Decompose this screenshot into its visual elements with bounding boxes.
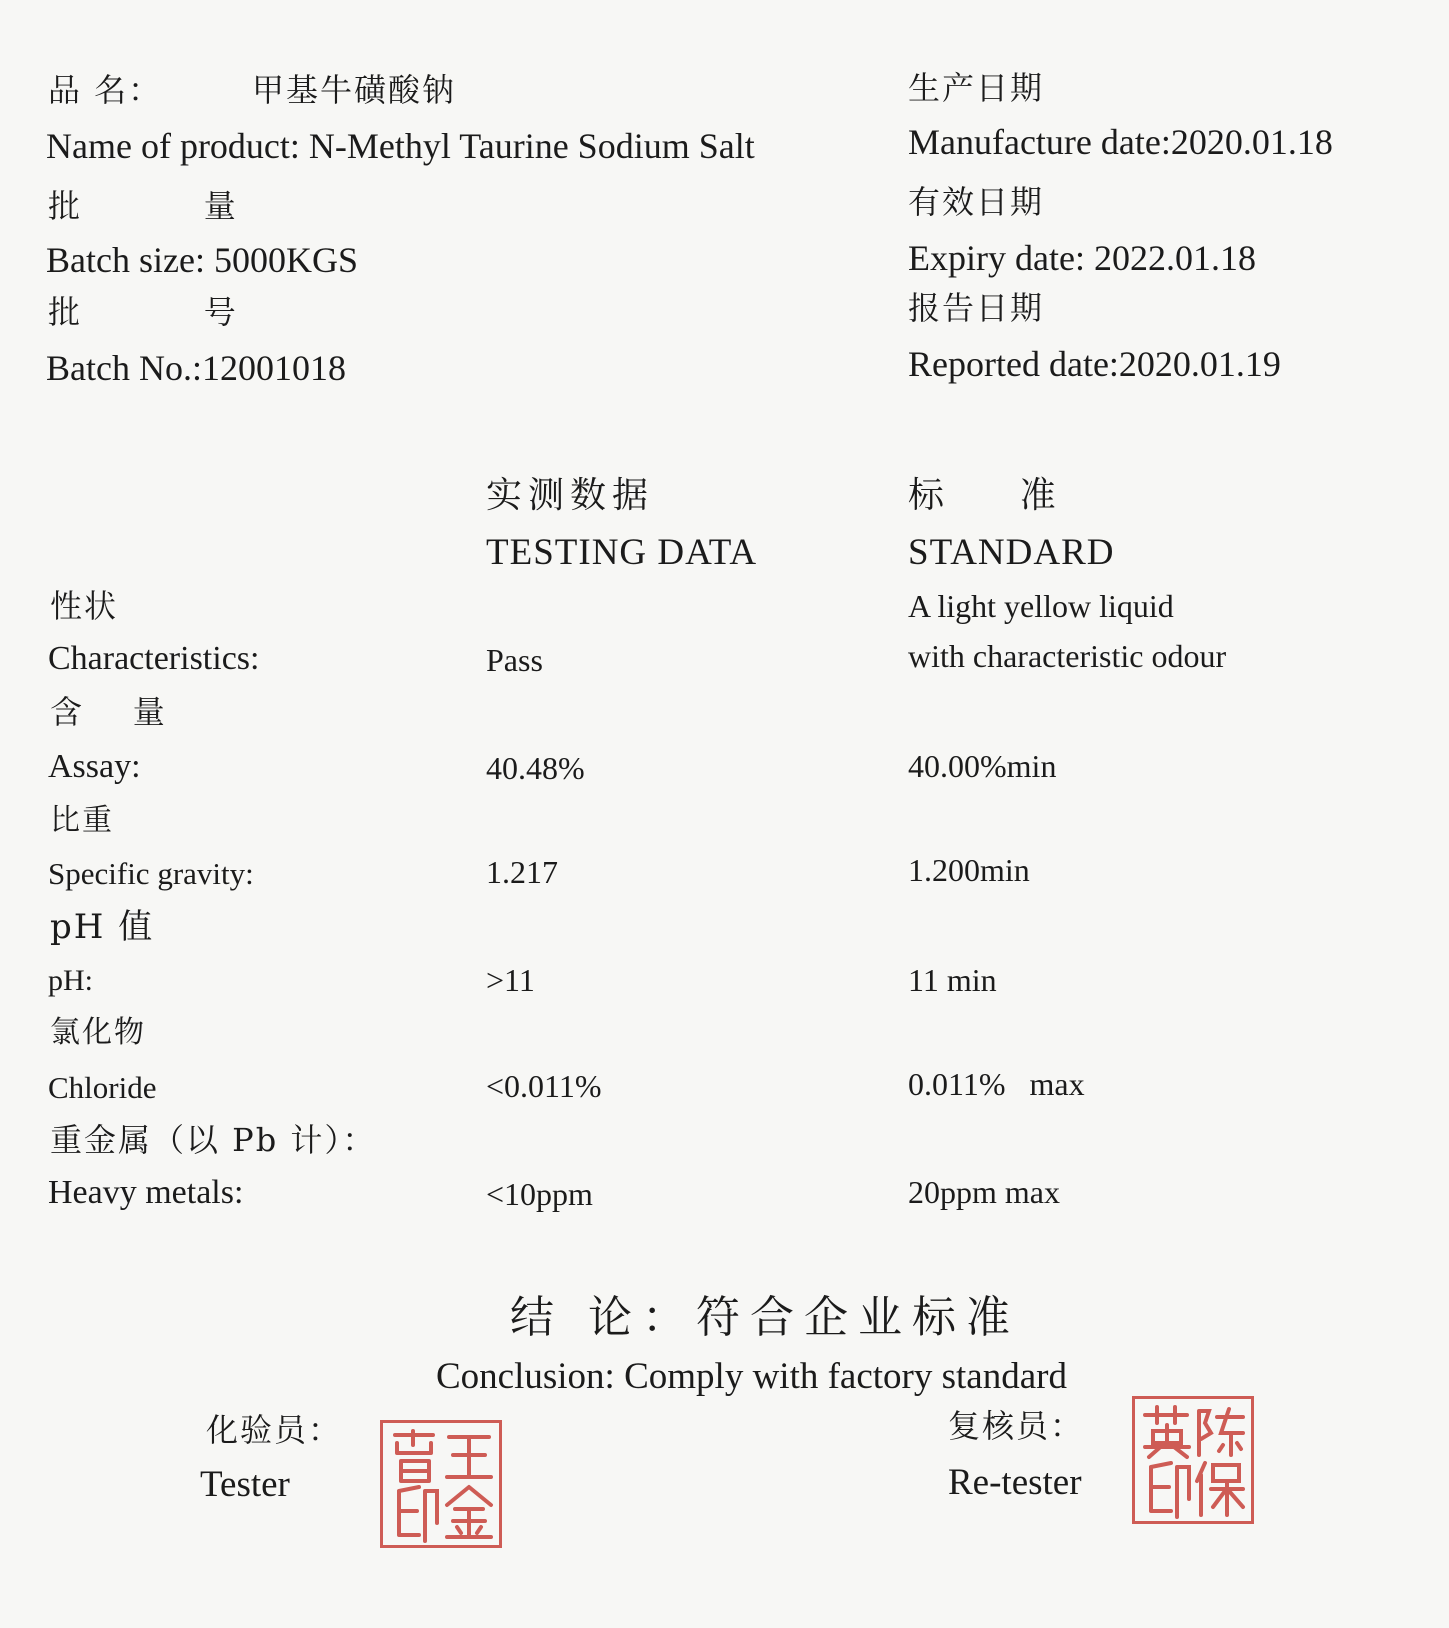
manufacture-date-en: Manufacture date:2020.01.18 (908, 122, 1333, 162)
testing-data-header-zh: 实测数据 (486, 475, 655, 516)
reported-date-en: Reported date:2020.01.19 (908, 344, 1281, 384)
chloride-standard: 0.011% max (908, 1066, 1085, 1102)
reported-date-zh: 报告日期 (908, 289, 1045, 327)
specific-gravity-testing: 1.217 (486, 854, 558, 890)
batch-no-en: Batch No.:12001018 (46, 348, 346, 388)
chloride-testing: <0.011% (486, 1068, 602, 1104)
ph-label-en: pH: (48, 964, 93, 997)
retester-label-en: Re-tester (948, 1462, 1082, 1503)
product-name-en: Name of product: N-Methyl Taurine Sodium Salt (46, 126, 755, 166)
chloride-label-zh: 氯化物 (50, 1015, 146, 1050)
heavy-metals-label-en: Heavy metals: (48, 1174, 244, 1211)
tester-seal-stamp (380, 1420, 502, 1548)
specific-gravity-label-zh: 比重 (50, 803, 114, 838)
heavy-metals-testing: <10ppm (486, 1176, 593, 1212)
batch-no-zh: 批 号 (48, 293, 238, 331)
characteristics-label-zh: 性状 (50, 587, 119, 625)
product-name-zh-value: 甲基牛磺酸钠 (252, 71, 457, 109)
ph-testing: >11 (486, 962, 535, 998)
assay-testing: 40.48% (486, 750, 585, 786)
assay-standard: 40.00%min (908, 748, 1057, 784)
conclusion-en: Conclusion: Comply with factory standard (436, 1356, 1067, 1397)
assay-label-zh: 含 量 (50, 693, 167, 731)
tester-label-en: Tester (200, 1464, 290, 1505)
standard-header-en: STANDARD (908, 532, 1115, 573)
chloride-label-en: Chloride (48, 1070, 157, 1105)
specific-gravity-label-en: Specific gravity: (48, 856, 254, 891)
conclusion-zh: 结 论：符合企业标准 (510, 1292, 1020, 1343)
standard-header-zh: 标 准 (908, 475, 1062, 516)
retester-seal-stamp (1132, 1396, 1254, 1524)
batch-size-en: Batch size: 5000KGS (46, 240, 358, 280)
assay-label-en: Assay: (48, 748, 141, 785)
heavy-metals-standard: 20ppm max (908, 1174, 1060, 1210)
characteristics-testing: Pass (486, 642, 543, 678)
ph-label-zh: pH 值 (50, 907, 155, 947)
retester-label-zh: 复核员： (948, 1407, 1085, 1445)
tester-label-zh: 化验员： (206, 1411, 343, 1449)
batch-size-zh: 批 量 (48, 187, 238, 225)
manufacture-date-zh: 生产日期 (908, 69, 1045, 107)
characteristics-standard-line1: A light yellow liquid (908, 588, 1174, 624)
product-name-zh-label: 品 名： (48, 71, 163, 109)
expiry-date-en: Expiry date: 2022.01.18 (908, 238, 1256, 278)
ph-standard: 11 min (908, 962, 997, 998)
heavy-metals-label-zh: 重金属（以 Pb 计）： (50, 1121, 377, 1159)
characteristics-label-en: Characteristics: (48, 640, 260, 677)
expiry-date-zh: 有效日期 (908, 183, 1045, 221)
characteristics-standard-line2: with characteristic odour (908, 638, 1227, 674)
specific-gravity-standard: 1.200min (908, 852, 1030, 888)
testing-data-header-en: TESTING DATA (486, 532, 758, 573)
